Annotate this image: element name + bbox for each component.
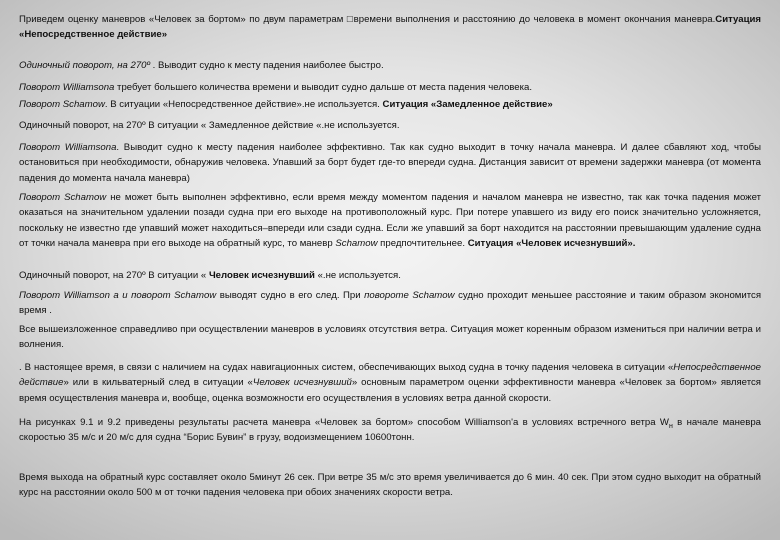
italic-text: Поворот Williamson а и поворот Schamow: [19, 290, 217, 301]
paragraph-figures: [19, 415, 761, 446]
text-run: » или в кильватерный след в ситуации «: [63, 377, 253, 389]
italic-text: повороте Schamow: [364, 290, 455, 301]
text-run: Одиночный поворот, на 270º В ситуации «: [19, 270, 209, 281]
text-run: Одиночный поворот, на 270º В ситуации « Замедленное действие «.не используется.: [19, 120, 400, 131]
italic-text: Schamow: [335, 238, 378, 250]
bold-text: Ситуация «Замедленное действие»: [382, 99, 553, 110]
italic-text: Поворот Williamsona: [19, 82, 115, 93]
text-run: «.не используется.: [314, 270, 401, 281]
text-run: предпочтительнее.: [377, 238, 468, 250]
text-run: выводят судно в его след. При: [216, 290, 365, 301]
paragraph-results: [19, 470, 761, 501]
paragraph-williamson-2: [19, 140, 761, 186]
italic-text: Поворот Williamsona: [19, 142, 117, 153]
paragraph-single-turn-1: [19, 58, 761, 73]
subscript-text: н: [668, 422, 673, 430]
text-run: На рисунках 9.1 и 9.2 приведены результаты расчета маневра «Человек за бортом» способом Williamson'а в условиях встречного ветра W: [19, 417, 669, 428]
text-run: . В настоящее время, в связи с наличием на судах навигационных систем, обеспечивающих выход судна в точку падения человека в ситуации «: [19, 362, 674, 373]
italic-text: Непосредственное действие: [19, 362, 761, 389]
paragraph-williamson-1: [19, 80, 761, 95]
paragraph-wind-note: [19, 322, 761, 353]
paragraph-intro: [19, 12, 761, 43]
italic-text: Человек исчезнувший: [252, 377, 352, 389]
text-run: . Выводит судно к месту падения наиболее быстро.: [150, 60, 384, 71]
text-run: » основным параметром оценки эффективности маневра «Человек за бортом» является время осуществления маневра и, вообще, оценка возможности его осуществления в условиях ветра данной скорости.: [19, 377, 761, 404]
italic-text: Поворот Schamow: [19, 192, 107, 203]
paragraph-single-turn-2: [19, 118, 761, 133]
text-run: судно проходит меньшее расстояние и таким образом экономится время .: [19, 290, 762, 317]
paragraph-williamson-schamow: [19, 288, 761, 319]
italic-text: Поворот Schamow: [19, 99, 105, 110]
text-run: требует большего количества времени и выводит судно дальше от места падения человека.: [114, 82, 533, 93]
bold-text: Человек исчезнувший: [208, 270, 315, 281]
text-run: Время выхода на обратный курс составляет около 5минут 26 сек. При ветре 35 м/с это время увеличивается до 6 мин. 40 сек. При этом судно выходит на обратный курс на расстоянии около 500 м от точки падения человека при обоих значениях скорости ветра.: [19, 472, 761, 499]
text-run: Приведем оценку маневров «Человек за бортом» по двум параметрам □времени выполнения и расстоянию до человека в момент окончания маневра.: [19, 14, 716, 25]
bold-text: Ситуация «Человек исчезнувший».: [467, 238, 636, 250]
text-run: в начале маневра скоростью 35 м/с и 20 м/с для судна “Борис Бувин” в грузу, водоизмещением 10600тонн.: [19, 417, 761, 444]
paragraph-schamow-1: [19, 97, 761, 112]
text-run: . В ситуации «Непосредственное действие».не используется.: [104, 99, 383, 110]
text-run: . Выводит судно к месту падения наиболее эффективно. Так как судно выходит в точку начала маневра. И далее сбавляют ход, чтобы остановиться при необходимости, обнаружив человека. Упавший за борт будет где-то впереди судна. Дистанция зависит от времени задержки маневра (от момента падения до момента начала маневра): [19, 142, 761, 184]
text-run: не может быть выполнен эффективно, если время между моментом падения и началом маневра не известно, так как точка падения может оказаться на значительном удалении позади судна при его выходе на противоположный курс. При потере упавшего из виду его поиск значительно усложняется, поскольку не известно где упавший может находиться–впереди или сзади судна. Если же упавший за борт находится на расстоянии превышающим удаление судна от точки начала маневра при его выходе на обратный курс, то маневр: [19, 192, 761, 250]
bold-text: Ситуация «Непосредственное действие»: [19, 14, 761, 41]
paragraph-schamow-2: [19, 190, 761, 252]
paragraph-single-turn-3: [19, 268, 761, 283]
text-run: Все вышеизложенное справедливо при осуществлении маневров в условиях отсутствия ветра. Ситуация может коренным образом измениться при наличии ветра и волнения.: [19, 324, 761, 351]
italic-text: Одиночный поворот, на 270º: [19, 60, 151, 71]
paragraph-navigation-systems: [19, 360, 761, 406]
